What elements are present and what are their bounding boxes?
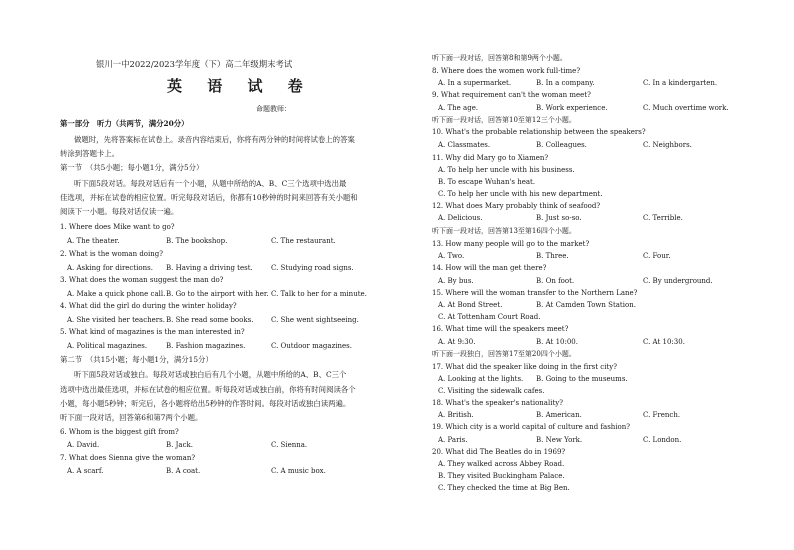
option-b: B. Going to the museums. <box>536 375 628 383</box>
question-stem: 15. Where will the woman transfer to the Northern Lane? <box>432 289 638 297</box>
question-stem: 1. Where does Mike want to go? <box>60 223 175 231</box>
option-c: C. By underground. <box>643 277 713 285</box>
option-b: B. Go to the airport with her. <box>166 290 269 298</box>
option-b: B. Work experience. <box>536 104 608 112</box>
option-b: B. They visited Buckingham Palace. <box>438 472 565 480</box>
option-c: C. Visiting the sidewalk cafes. <box>438 387 545 395</box>
option-b: B. A coat. <box>166 467 201 475</box>
option-c: C. French. <box>643 411 681 419</box>
option-c: C. They checked the time at Big Ben. <box>438 484 570 492</box>
section2-instruction-line: 小题，每小题5秒钟；听完后，各小题将给出5秒钟的作答时间。每段对话或独白读两遍。 <box>60 399 351 408</box>
section1-instruction-line: 佳选项，并标在试卷的相应位置。听完每段对话后，你都有10秒钟的时间来回答有关小题和 <box>60 193 358 202</box>
option-a: A. British. <box>438 411 474 419</box>
section2-instruction-line: 听下面一段对话，回答第6和第7两个小题。 <box>60 413 203 422</box>
option-a: A. By bus. <box>438 277 474 285</box>
subject-title: 英 语 试 卷 <box>167 77 313 95</box>
question-stem: 9. What requirement can't the woman meet? <box>432 91 591 99</box>
section1-title: 第一节 （共5小题；每小题1分，满分5分） <box>60 163 204 172</box>
option-b: B. At Camden Town Station. <box>536 301 636 309</box>
option-b: B. To escape Wuhan's heat. <box>438 178 536 186</box>
part1-title: 第一部分 听力（共两节，满分20分） <box>60 119 189 128</box>
option-a: A. To help her uncle with his business. <box>438 166 575 174</box>
option-a: A. At Bond Street. <box>438 301 503 309</box>
option-a: A. David. <box>67 441 100 449</box>
option-c: C. At Tottenham Court Road. <box>438 313 541 321</box>
question-stem: 8. Where does the women work full-time? <box>432 67 581 75</box>
question-stem: 7. What does Sienna give the woman? <box>60 454 196 462</box>
question-stem: 19. Which city is a world capital of culture and fashion? <box>432 423 631 431</box>
option-c: C. Neighbors. <box>643 141 692 149</box>
option-b: B. Jack. <box>166 441 193 449</box>
option-b: B. The bookshop. <box>166 237 228 245</box>
option-a: A. Paris. <box>438 436 468 444</box>
exam-title: 银川一中2022/2023学年度（下）高二年级期末考试 <box>96 59 293 69</box>
option-c: C. In a kindergarten. <box>643 79 718 87</box>
option-b: B. Fashion magazines. <box>166 342 246 350</box>
option-a: A. Two. <box>438 252 465 260</box>
option-a: A. In a supermarket. <box>438 79 512 87</box>
dialogue-instruction: 听下面一段独白，回答第17至第20四个小题。 <box>432 350 576 358</box>
dialogue-instruction: 听下面一段对话，回答第8和第9两个小题。 <box>432 54 567 62</box>
option-a: A. The theater. <box>67 237 120 245</box>
option-a: A. Asking for directions. <box>67 264 153 272</box>
section1-instruction-line: 听下面5段对话。每段对话后有一个小题，从题中所给的A、B、C三个选项中选出最 <box>74 179 347 188</box>
question-stem: 6. Whom is the biggest gift from? <box>60 428 179 436</box>
option-b: B. American. <box>536 411 582 419</box>
option-b: B. In a company. <box>536 79 595 87</box>
option-b: B. At 10:00. <box>536 338 578 346</box>
part1-instruction-line: 转涂到答题卡上。 <box>60 149 120 158</box>
option-c: C. Four. <box>643 252 671 260</box>
question-stem: 10. What's the probable relationship between the speakers? <box>432 128 646 136</box>
question-stem: 17. What did the speaker like doing in the first city? <box>432 363 617 371</box>
option-b: B. On foot. <box>536 277 575 285</box>
question-stem: 12. What does Mary probably think of seafood? <box>432 202 601 210</box>
question-stem: 16. What time will the speakers meet? <box>432 325 569 333</box>
dialogue-instruction: 听下面一段对话，回答第10至第12三个小题。 <box>432 116 576 124</box>
option-c: C. Terrible. <box>643 214 683 222</box>
option-b: B. Colleagues. <box>536 141 587 149</box>
option-b: B. She read some books. <box>166 316 254 324</box>
question-stem: 20. What did The Beatles do in 1969? <box>432 448 566 456</box>
option-a: A. A scarf. <box>67 467 104 475</box>
option-c: C. Studying road signs. <box>271 264 354 272</box>
option-b: B. New York. <box>536 436 583 444</box>
option-c: C. At 10:30. <box>643 338 685 346</box>
option-a: A. At 9:30. <box>438 338 476 346</box>
part1-instruction-line: 做题时，先将答案标在试卷上。录音内容结束后，你将有两分钟的时间将试卷上的答案 <box>74 135 355 144</box>
option-a: A. Classmates. <box>438 141 491 149</box>
option-c: C. She went sightseeing. <box>271 316 359 324</box>
question-stem: 14. How will the man get there? <box>432 264 547 272</box>
option-a: A. She visited her teachers. <box>67 316 165 324</box>
option-c: C. Talk to her for a minute. <box>271 290 367 298</box>
question-stem: 13. How many people will go to the market? <box>432 240 590 248</box>
section2-instruction-line: 听下面5段对话或独白。每段对话或独白后有几个小题，从题中所给的A、B、C三个 <box>74 370 347 379</box>
question-stem: 3. What does the woman suggest the man do? <box>60 276 224 284</box>
option-c: C. Outdoor magazines. <box>271 342 352 350</box>
option-c: C. Sienna. <box>271 441 308 449</box>
section2-title: 第二节 （共15小题；每小题1分，满分15分） <box>60 355 213 364</box>
option-b: B. Three. <box>536 252 569 260</box>
question-stem: 11. Why did Mary go to Xiamen? <box>432 154 549 162</box>
option-a: A. Make a quick phone call. <box>67 290 166 298</box>
option-c: C. London. <box>643 436 682 444</box>
option-a: A. Looking at the lights. <box>438 375 524 383</box>
section2-instruction-line: 选项中选出最佳选项，并标在试卷的相应位置。听每段对话或独白前，你将有时间阅读各个 <box>60 385 356 394</box>
question-stem: 2. What is the woman doing? <box>60 250 163 258</box>
question-stem: 18. What's the speaker's nationality? <box>432 399 563 407</box>
section1-instruction-line: 阅读下一小题。每段对话仅读一遍。 <box>60 207 179 216</box>
option-c: C. To help her uncle with his new department. <box>438 190 603 198</box>
question-stem: 4. What did the girl do during the winter holiday? <box>60 302 237 310</box>
option-a: A. The age. <box>438 104 479 112</box>
option-c: C. Much overtime work. <box>643 104 729 112</box>
author-label: 命题教师： <box>256 105 291 113</box>
option-c: C. The restaurant. <box>271 237 336 245</box>
option-b: B. Just so-so. <box>536 214 582 222</box>
option-a: A. They walked across Abbey Road. <box>438 460 565 468</box>
option-a: A. Political magazines. <box>67 342 148 350</box>
option-b: B. Having a driving test. <box>166 264 253 272</box>
question-stem: 5. What kind of magazines is the man interested in? <box>60 328 245 336</box>
option-a: A. Delicious. <box>438 214 483 222</box>
option-c: C. A music box. <box>271 467 326 475</box>
dialogue-instruction: 听下面一段对话，回答第13至第16四个小题。 <box>432 227 576 235</box>
